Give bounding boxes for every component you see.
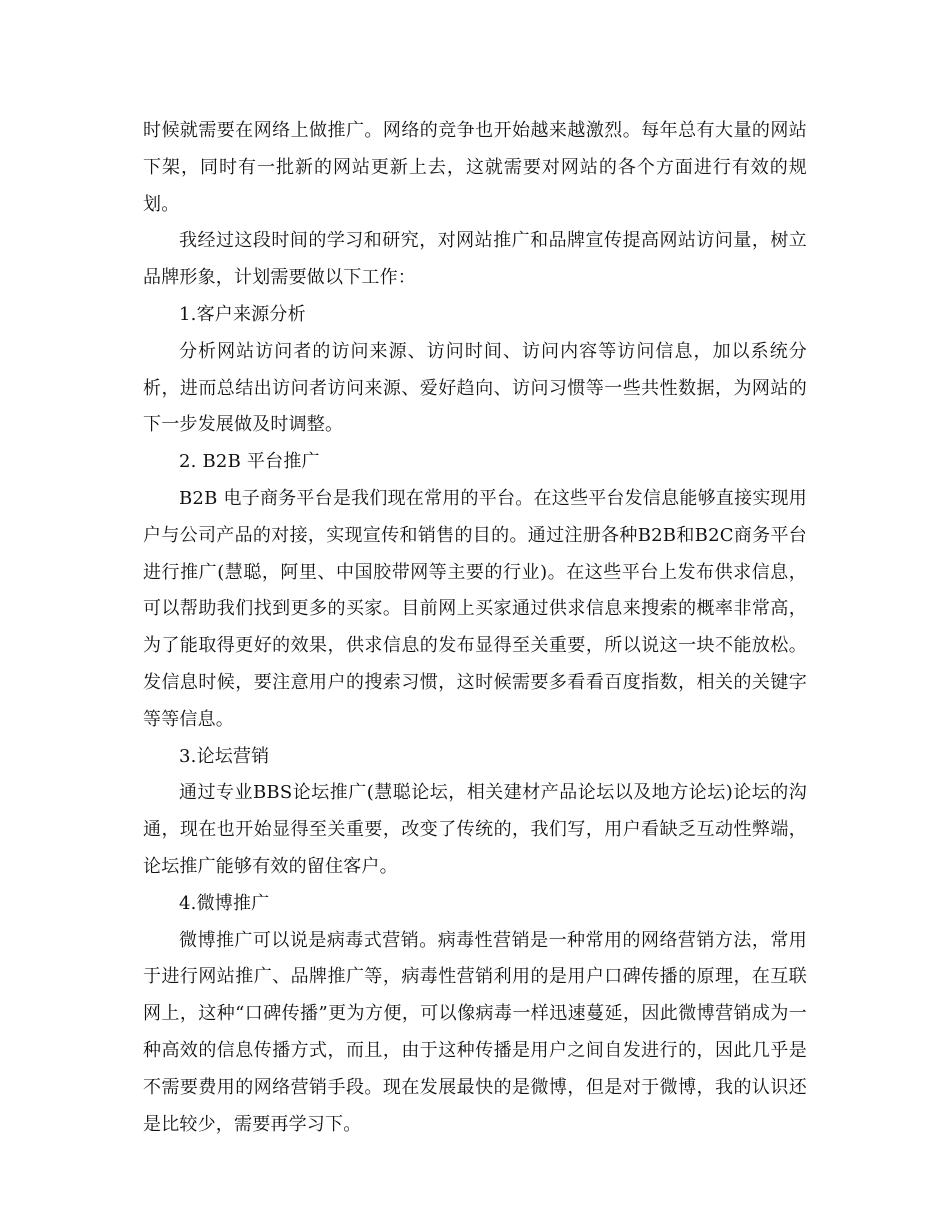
paragraph: 分析网站访问者的访问来源、访问时间、访问内容等访问信息，加以系统分析，进而总结出访问者访问来源、爱好趋向、访问习惯等一些共性数据，为网站的下一步发展做及时调整。 [143, 340, 807, 436]
document-body [143, 113, 807, 1143]
paragraph: 时候就需要在网络上做推广。网络的竞争也开始越来越激烈。每年总有大量的网站下架，同时有一批新的网站更新上去，这就需要对网站的各个方面进行有效的规划。 [143, 120, 807, 215]
paragraph: 通过专业BBS论坛推广(慧聪论坛，相关建材产品论坛以及地方论坛)论坛的沟通，现在也开始显得至关重要，改变了传统的，我们写，用户看缺乏互动性弊端，论坛推广能够有效的留住客户。 [143, 782, 807, 877]
paragraph: B2B 电子商务平台是我们现在常用的平台。在这些平台发信息能够直接实现用户与公司产品的对接，实现宣传和销售的目的。通过注册各种B2B和B2C商务平台进行推广(慧聪，阿里、中国胶带网等主要的行业)。在这些平台上发布供求信息，可以帮助我们找到更多的买家。目前网上买家通过供求信息来搜索的概率非常高，为了能取得更好的效果，供求信息的发布显得至关重要，所以说这一块不能放松。发信息时候，要注意用户的搜索习惯，这时候需要多看看百度指数，相关的关键字等等信息。 [143, 487, 807, 730]
section-heading: 1.客户来源分析 [179, 303, 306, 325]
section-heading: 4.微博推广 [179, 892, 270, 914]
section-heading: 3.论坛营销 [179, 745, 270, 767]
paragraph: 微博推广可以说是病毒式营销。病毒性营销是一种常用的网络营销方法，常用于进行网站推广、品牌推广等，病毒性营销利用的是用户口碑传播的原理，在互联网上，这种“口碑传播”更为方便，可以像病毒一样迅速蔓延，因此微博营销成为一种高效的信息传播方式，而且，由于这种传播是用户之间自发进行的，因此几乎是不需要费用的网络营销手段。现在发展最快的是微博，但是对于微博，我的认识还是比较少，需要再学习下。 [143, 929, 807, 1135]
paragraph: 我经过这段时间的学习和研究，对网站推广和品牌宣传提高网站访问量，树立品牌形象，计划需要做以下工作： [143, 230, 807, 289]
section-heading: 2. B2B 平台推广 [179, 451, 320, 473]
